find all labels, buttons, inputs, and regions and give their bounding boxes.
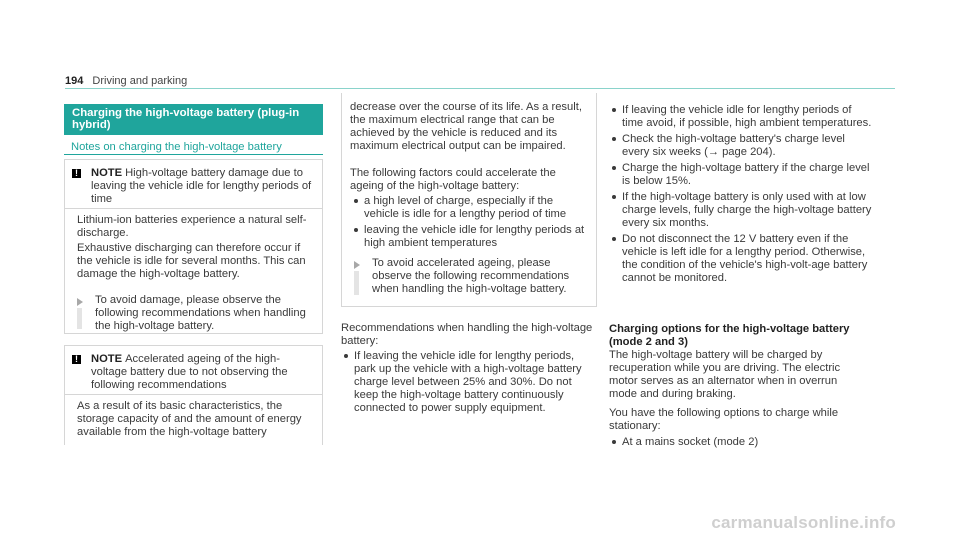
ageing-action: To avoid accelerated ageing, please observe the following recommendations when handling the high-voltage battery. bbox=[372, 257, 570, 295]
note-1-paragraph-1: Lithium-ion batteries experience a natural self-discharge. bbox=[77, 214, 307, 239]
divider bbox=[65, 394, 322, 395]
continued-paragraph: decrease over the course of its life. As a result, the maximum electrical range that can be achieved by the vehicle is reduced and its maximum electrical output can be impaired. bbox=[350, 101, 582, 152]
note-box-2 bbox=[64, 345, 323, 445]
page-number: 194 bbox=[65, 75, 84, 87]
header-rule bbox=[65, 88, 895, 89]
play-arrow-icon bbox=[77, 298, 83, 306]
play-arrow-icon bbox=[354, 261, 360, 269]
section-banner: Charging the high-voltage battery (plug-in hybrid) bbox=[64, 104, 323, 135]
list-item: Check the high-voltage battery's charge level every six weeks (→ page 204). bbox=[611, 133, 873, 159]
note-1-action: To avoid damage, please observe the following recommendations when handling the high-voltage battery. bbox=[95, 294, 306, 332]
note-label: NOTE bbox=[91, 167, 123, 179]
note-label: NOTE bbox=[91, 353, 123, 365]
recommendations-intro: Recommendations when handling the high-voltage battery: bbox=[341, 322, 593, 347]
section-title: Driving and parking bbox=[92, 75, 188, 87]
charging-options-list bbox=[611, 436, 861, 452]
list-item: Charge the high-voltage battery if the charge level is below 15%. bbox=[611, 162, 873, 188]
factors-intro: The following factors could accelerate the ageing of the high-voltage battery: bbox=[350, 167, 556, 192]
note-2-title: NOTE Accelerated ageing of the high-voltage battery due to not observing the following recommendations bbox=[91, 353, 288, 391]
list-item: leaving the vehicle idle for lengthy periods at high ambient temperatures bbox=[353, 224, 589, 250]
warning-icon: ! bbox=[72, 355, 81, 364]
charging-paragraph-2: You have the following options to charge while stationary: bbox=[609, 407, 839, 432]
list-item: If the high-voltage battery is only used with at low charge levels, fully charge the high-voltage battery every six months. bbox=[611, 191, 873, 230]
list-item: At a mains socket (mode 2) bbox=[611, 436, 861, 449]
factors-list bbox=[353, 195, 589, 253]
page-header bbox=[65, 75, 187, 88]
recommendations-list bbox=[343, 350, 593, 418]
charging-paragraph-1: The high-voltage battery will be charged by recuperation while you are driving. The electric motor serves as an alternator when in overrun mode and during braking. bbox=[609, 349, 841, 400]
divider bbox=[65, 208, 322, 209]
subsection-rule bbox=[64, 154, 323, 155]
list-item: If leaving the vehicle idle for lengthy periods of time avoid, if possible, high ambient temperatures. bbox=[611, 104, 873, 130]
list-item: a high level of charge, especially if the vehicle is idle for a lengthy period of time bbox=[353, 195, 589, 221]
list-item: If leaving the vehicle idle for lengthy periods, park up the vehicle with a high-voltage battery charge level between 25% and 30%. Do not keep the high-voltage battery continuously connected to power supply equipment. bbox=[343, 350, 593, 415]
recommendations-list-continued bbox=[611, 104, 873, 288]
warning-icon: ! bbox=[72, 169, 81, 178]
list-item: Do not disconnect the 12 V battery even if the vehicle is left idle for a lengthy period. Otherwise, the condition of the vehicle's high-volt-age battery cannot be monitored. bbox=[611, 233, 873, 285]
note-2-paragraph-1: As a result of its basic characteristics, the storage capacity of and the amount of energy available from the high-voltage battery bbox=[77, 400, 302, 438]
subsection-title: Notes on charging the high-voltage battery bbox=[71, 141, 282, 153]
note-1-paragraph-2: Exhaustive discharging can therefore occur if the vehicle is idle for several months. This can damage the high-voltage battery. bbox=[77, 242, 306, 280]
note-box-1 bbox=[64, 159, 323, 334]
note-box-2-continued bbox=[341, 93, 597, 307]
action-bar bbox=[77, 308, 82, 329]
note-1-title: NOTE High-voltage battery damage due to leaving the vehicle idle for lengthy periods of time bbox=[91, 167, 312, 205]
charging-options-heading: Charging options for the high-voltage battery (mode 2 and 3) bbox=[609, 323, 850, 348]
action-bar bbox=[354, 271, 359, 295]
watermark: carmanualsonline.info bbox=[711, 513, 896, 532]
